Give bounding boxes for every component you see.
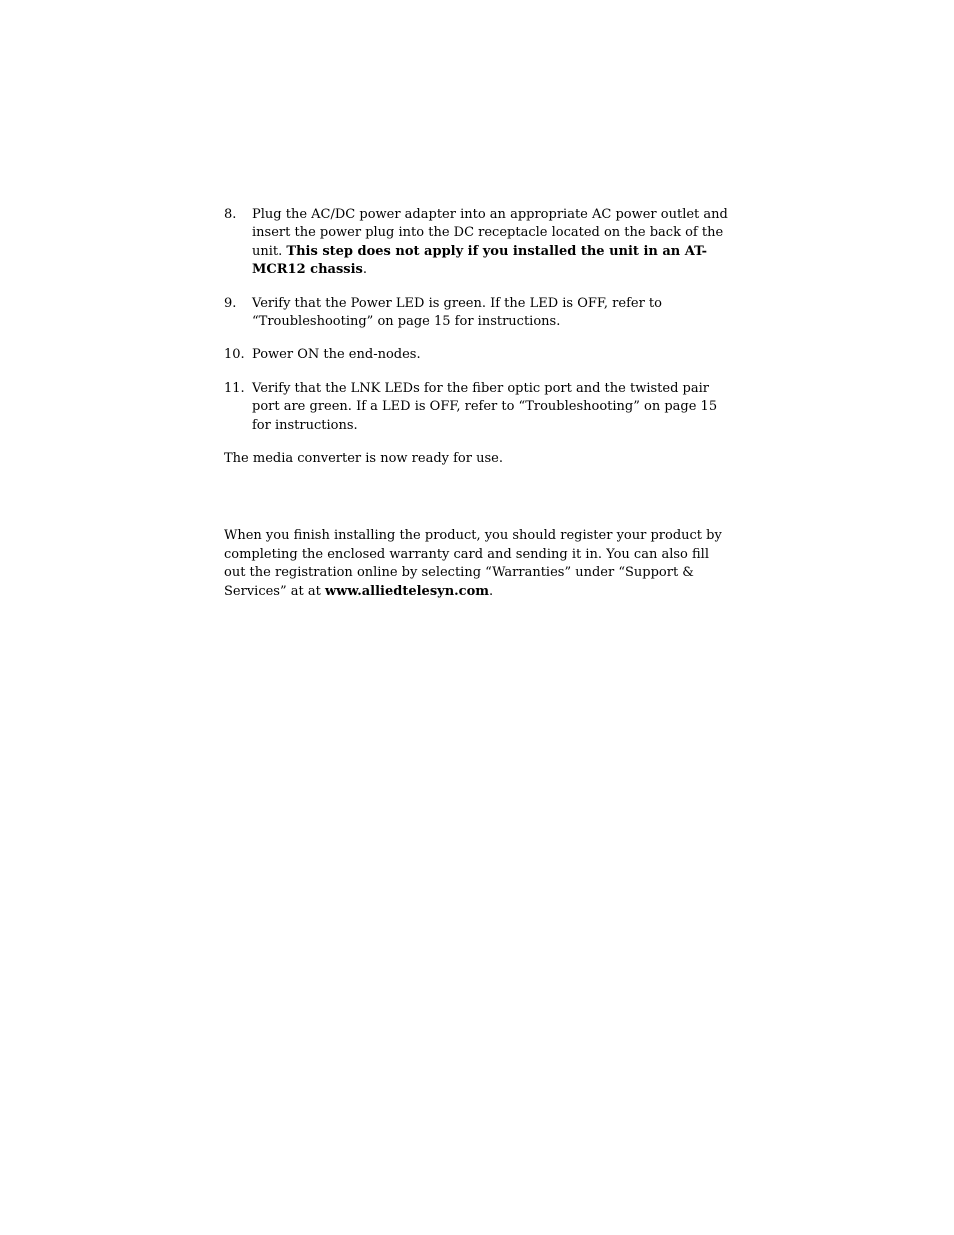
- step-text: Verify that the LNK LEDs for the fiber optic port and the twisted pair port are green. If a LED is OFF, refer to “Troubleshooting” on page 15 for instructions.: [252, 380, 718, 433]
- step-11: [224, 380, 734, 435]
- step-8: [224, 206, 734, 280]
- registration-text: When you finish installing the product, you should register your product by completing the enclosed warranty card and sending it in. You can also fill out the registration online by selecting “Warranties” under “Support & Services” at at: [224, 528, 722, 599]
- step-number: 8.: [224, 207, 237, 222]
- step-text: Verify that the Power LED is green. If the LED is OFF, refer to “Troubleshooting” on page 15 for instructions.: [252, 295, 662, 330]
- section-gap: [224, 468, 734, 527]
- step-number: 9.: [224, 295, 237, 311]
- document-body: [224, 206, 734, 601]
- registration-paragraph: [224, 527, 734, 601]
- step-text: Power ON the end-nodes.: [252, 347, 421, 363]
- website-link[interactable]: www.alliedtelesyn.com: [324, 583, 490, 599]
- ready-paragraph: The media converter is now ready for use.: [224, 451, 503, 467]
- step-10: [224, 346, 734, 364]
- step-number: 10.: [224, 347, 245, 363]
- step-text-end: .: [362, 262, 367, 278]
- registration-text-end: .: [489, 583, 494, 599]
- step-9: [224, 295, 734, 332]
- step-text: Plug the AC/DC power adapter into an appropriate AC power outlet and insert the power plug into the DC receptacle located on the back of the unit.: [252, 207, 728, 259]
- step-number: 11.: [224, 380, 245, 396]
- step-bold-note: This step does not apply if you installed the unit in an AT-MCR12 chassis: [252, 243, 708, 278]
